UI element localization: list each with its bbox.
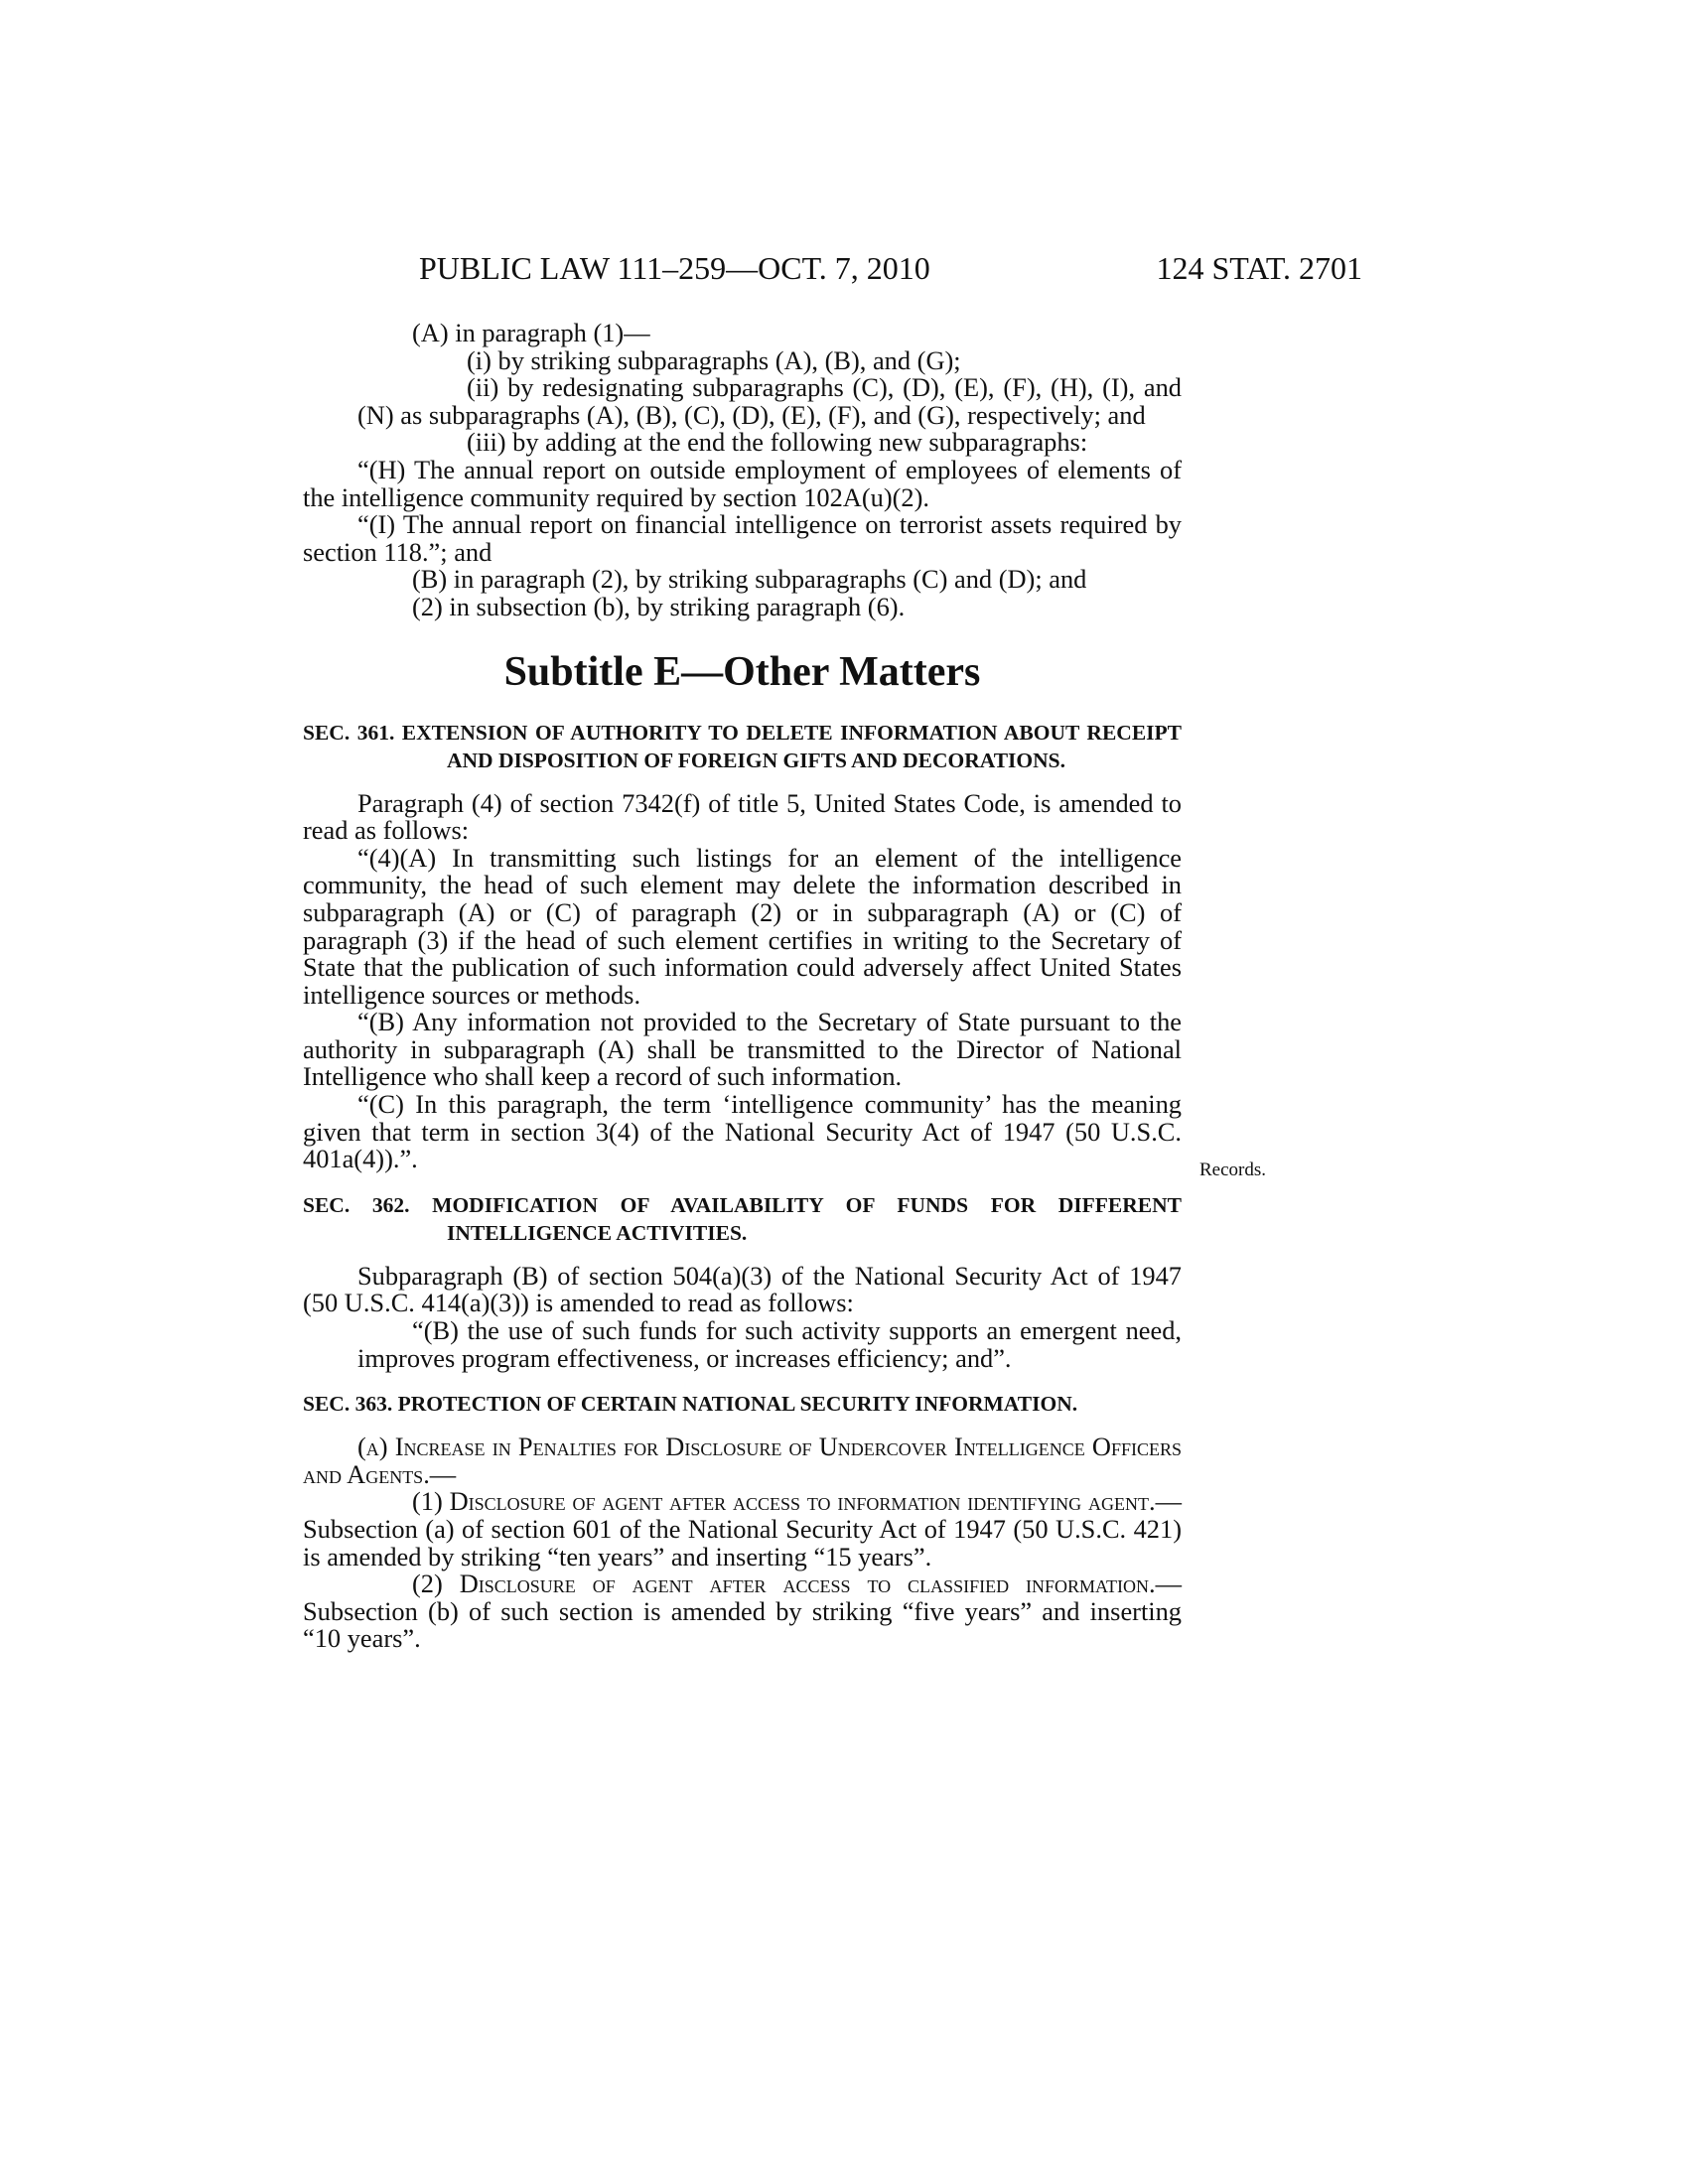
document-body [303, 320, 1182, 1653]
clause-iii: (iii) by adding at the end the following new subparagraphs: [467, 427, 1088, 458]
section-363-paragraph-2 [303, 1570, 1182, 1653]
paragraph-2: (2) in subsection (b), by striking paragraph (6). [412, 591, 906, 621]
section-362-paragraph-1: Subparagraph (B) of section 504(a)(3) of the National Security Act of 1947 (50 U.S.C. 414(a)(3)) is amended to read as follows: [303, 1260, 1182, 1318]
public-law-title: PUBLIC LAW 111–259—OCT. 7, 2010 [419, 250, 930, 286]
statute-page-number: 124 STAT. 2701 [1156, 250, 1362, 286]
paragraph-1-caption: (1) Disclosure of agent after access to information identifying agent. [412, 1486, 1156, 1517]
section-363-paragraph-1 [303, 1488, 1182, 1570]
paragraph-2-text: —Subsection (b) of such section is amended by striking “five years” and inserting “10 years”. [303, 1569, 1182, 1654]
clause-i: (i) by striking subparagraphs (A), (B), and (G); [467, 344, 961, 375]
margin-note-records: Records. [1199, 1160, 1267, 1180]
section-361-heading: SEC. 361. EXTENSION OF AUTHORITY TO DELETE INFORMATION ABOUT RECEIPT AND DISPOSITION OF FOREIGN GIFTS AND DECORATIONS. [303, 720, 1182, 772]
section-362-heading: SEC. 362. MODIFICATION OF AVAILABILITY OF FUNDS FOR DIFFERENT INTELLIGENCE ACTIVITIES. [303, 1192, 1182, 1245]
section-363-subsection-a [303, 1433, 1182, 1488]
section-361-paragraph-3: “(B) Any information not provided to the Secretary of State pursuant to the authority in subparagraph (A) shall be transmitted to the Director of National Intelligence who shall keep a record of such information. [303, 1007, 1182, 1092]
subtitle-heading: Subtitle E—Other Matters [503, 648, 981, 695]
clause-ii: (ii) by redesignating subparagraphs (C), (D), (E), (F), (H), (I), and (N) as subparagraphs (A), (B), (C), (D), (E), (F), and (G), respectively; and [357, 372, 1182, 430]
quoted-subparagraph-h: “(H) The annual report on outside employment of employees of elements of the intelligence community required by section 102A(u)(2). [303, 454, 1182, 512]
paragraph-1-text: —Subsection (a) of section 601 of the National Security Act of 1947 (50 U.S.C. 421) is amended by striking “ten years” and inserting “15 years”. [303, 1486, 1182, 1571]
section-361-paragraph-4: “(C) In this paragraph, the term ‘intelligence community’ has the meaning given that term in section 3(4) of the National Security Act of 1947 (50 U.S.C. 401a(4)).”. [303, 1089, 1182, 1174]
paragraph-2-caption: (2) Disclosure of agent after access to classified information. [412, 1569, 1156, 1599]
page-header [419, 246, 1362, 290]
paragraph-a: (A) in paragraph (1)— [412, 318, 650, 347]
section-363-heading: SEC. 363. PROTECTION OF CERTAIN NATIONAL SECURITY INFORMATION. [303, 1392, 1078, 1417]
section-362-paragraph-2: “(B) the use of such funds for such activity supports an emergent need, improves program effectiveness, or increases efficiency; and”. [357, 1315, 1182, 1373]
section-361-paragraph-2: “(4)(A) In transmitting such listings for an element of the intelligence community, the head of such element may delete the information described in subparagraph (A) or (C) of paragraph (2) or in subparagraph (A) or (C) of paragraph (3) if the head of such element certifies in writing to the Secretary of State that the publication of such information could adversely affect United States intelligence sources or methods. [303, 842, 1182, 1010]
section-361-paragraph-1: Paragraph (4) of section 7342(f) of title 5, United States Code, is amended to read as follows: [303, 787, 1182, 846]
subsection-a-caption: (a) Increase in Penalties for Disclosure of Undercover Intelligence Officers and Agents.— [303, 1432, 1182, 1489]
quoted-subparagraph-i: “(I) The annual report on financial intelligence on terrorist assets required by section 118.”; and [303, 509, 1182, 567]
paragraph-b: (B) in paragraph (2), by striking subparagraphs (C) and (D); and [412, 564, 1087, 595]
